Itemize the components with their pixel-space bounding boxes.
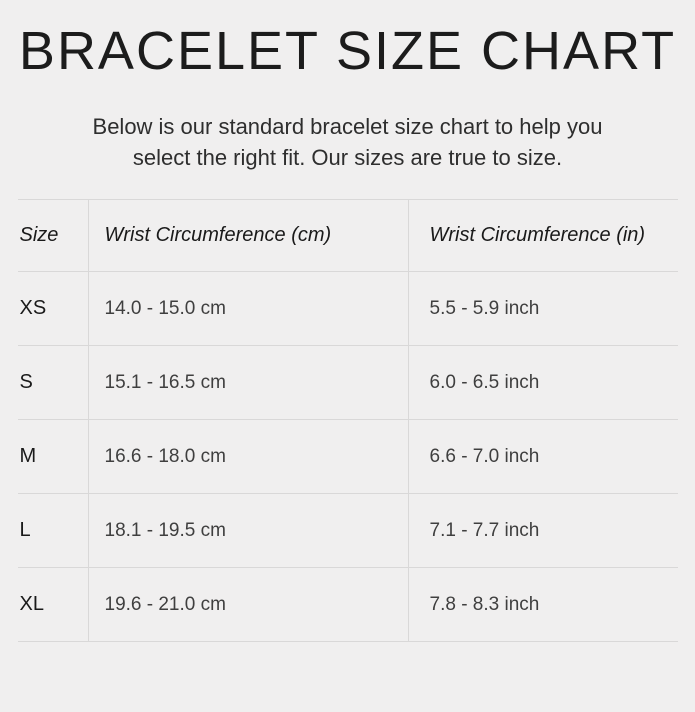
page-title: BRACELET SIZE CHART: [18, 21, 677, 81]
table-row-s: [18, 346, 678, 420]
table-header-row: [18, 200, 678, 272]
size-label: XS: [18, 272, 89, 346]
wrist-in-value: 6.0 - 6.5 inch: [408, 346, 678, 420]
wrist-cm-value: 16.6 - 18.0 cm: [88, 420, 408, 494]
table-row-xs: [18, 272, 678, 346]
size-label: XL: [18, 568, 89, 642]
wrist-cm-value: 15.1 - 16.5 cm: [88, 346, 408, 420]
table-row-m: [18, 420, 678, 494]
column-header-wrist-cm: Wrist Circumference (cm): [88, 200, 408, 272]
column-header-size: Size: [18, 200, 89, 272]
wrist-cm-value: 18.1 - 19.5 cm: [88, 494, 408, 568]
subtitle-line-1: Below is our standard bracelet size chart to help you: [92, 114, 603, 139]
wrist-in-value: 6.6 - 7.0 inch: [408, 420, 678, 494]
wrist-cm-value: 14.0 - 15.0 cm: [88, 272, 408, 346]
table-row-xl: [18, 568, 678, 642]
wrist-cm-value: 19.6 - 21.0 cm: [88, 568, 408, 642]
size-label: L: [18, 494, 89, 568]
subtitle-line-2: select the right fit. Our sizes are true to size.: [132, 145, 563, 170]
wrist-in-value: 7.8 - 8.3 inch: [408, 568, 678, 642]
size-table: [18, 199, 678, 642]
wrist-in-value: 5.5 - 5.9 inch: [408, 272, 678, 346]
bracelet-size-chart-page: [0, 18, 695, 712]
column-header-wrist-in: Wrist Circumference (in): [408, 200, 678, 272]
wrist-in-value: 7.1 - 7.7 inch: [408, 494, 678, 568]
table-row-l: [18, 494, 678, 568]
size-label: M: [18, 420, 89, 494]
size-label: S: [18, 346, 89, 420]
page-subtitle: [0, 111, 695, 173]
